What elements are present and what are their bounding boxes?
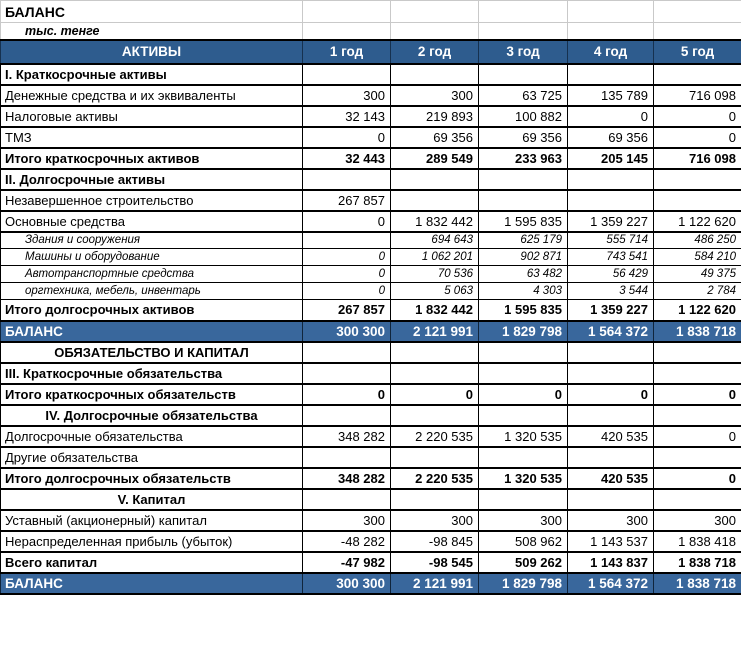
year-header-cell[interactable]: 2 год (391, 40, 479, 64)
value-cell[interactable] (568, 190, 654, 211)
value-cell[interactable] (479, 489, 568, 510)
value-cell[interactable]: 1 838 718 (654, 321, 741, 342)
value-cell[interactable]: 69 356 (568, 127, 654, 148)
value-cell[interactable] (568, 342, 654, 363)
value-cell[interactable]: 1 122 620 (654, 211, 741, 232)
table-row (1, 211, 741, 232)
value-cell[interactable]: 300 (303, 510, 391, 531)
row-label-cell[interactable]: Всего капитал (1, 552, 303, 573)
value-cell[interactable]: 300 (391, 85, 479, 106)
value-cell[interactable] (391, 190, 479, 211)
value-cell[interactable] (654, 342, 741, 363)
value-cell[interactable]: 300 (654, 510, 741, 531)
value-cell[interactable]: 0 (303, 283, 391, 300)
value-cell[interactable]: 1 564 372 (568, 573, 654, 594)
table-header (1, 1, 741, 64)
table-row (1, 384, 741, 405)
value-cell[interactable]: 49 375 (654, 266, 741, 283)
value-cell[interactable]: -98 545 (391, 552, 479, 573)
value-cell[interactable]: 0 (303, 211, 391, 232)
table-row (1, 300, 741, 321)
value-cell[interactable] (654, 489, 741, 510)
value-cell[interactable]: 1 143 537 (568, 531, 654, 552)
value-cell[interactable]: 69 356 (391, 127, 479, 148)
value-cell[interactable] (479, 342, 568, 363)
value-cell[interactable]: 135 789 (568, 85, 654, 106)
value-cell[interactable]: 32 143 (303, 106, 391, 127)
table-row (1, 169, 741, 190)
value-cell[interactable] (479, 190, 568, 211)
empty-cell[interactable] (391, 1, 479, 23)
value-cell[interactable] (568, 363, 654, 384)
value-cell[interactable] (479, 405, 568, 426)
value-cell[interactable] (479, 64, 568, 85)
table-row (1, 342, 741, 363)
value-cell[interactable]: 63 482 (479, 266, 568, 283)
row-label-cell[interactable]: Нераспределенная прибыль (убыток) (1, 531, 303, 552)
column-header-row (1, 40, 741, 64)
value-cell[interactable] (654, 169, 741, 190)
row-label-cell[interactable]: Другие обязательства (1, 447, 303, 468)
table-row (1, 232, 741, 249)
value-cell[interactable]: 0 (479, 384, 568, 405)
value-cell[interactable]: 70 536 (391, 266, 479, 283)
row-label-cell[interactable]: I. Краткосрочные активы (1, 64, 303, 85)
value-cell[interactable]: -98 845 (391, 531, 479, 552)
row-label-cell[interactable]: IV. Долгосрочные обязательства (1, 405, 303, 426)
row-label-cell[interactable]: Денежные средства и их эквиваленты (1, 85, 303, 106)
value-cell[interactable]: 300 300 (303, 573, 391, 594)
value-cell[interactable]: 219 893 (391, 106, 479, 127)
value-cell[interactable] (391, 342, 479, 363)
value-cell[interactable]: -47 982 (303, 552, 391, 573)
value-cell[interactable]: 1 832 442 (391, 211, 479, 232)
row-label-cell[interactable]: оргтехника, мебель, инвентарь (1, 283, 303, 300)
row-label-cell[interactable]: III. Краткосрочные обязательства (1, 363, 303, 384)
value-cell[interactable]: 63 725 (479, 85, 568, 106)
empty-cell[interactable] (654, 1, 741, 23)
value-cell[interactable] (654, 64, 741, 85)
value-cell[interactable]: 1 829 798 (479, 573, 568, 594)
value-cell[interactable]: 1 359 227 (568, 300, 654, 321)
value-cell[interactable]: 1 320 535 (479, 468, 568, 489)
value-cell[interactable]: 625 179 (479, 232, 568, 249)
value-cell[interactable]: 555 714 (568, 232, 654, 249)
value-cell[interactable] (654, 363, 741, 384)
value-cell[interactable]: 1 832 442 (391, 300, 479, 321)
value-cell[interactable]: 300 (568, 510, 654, 531)
table-row (1, 510, 741, 531)
value-cell[interactable]: 2 220 535 (391, 426, 479, 447)
year-header-cell[interactable]: 3 год (479, 40, 568, 64)
value-cell[interactable]: 0 (303, 384, 391, 405)
value-cell[interactable]: 348 282 (303, 426, 391, 447)
value-cell[interactable] (479, 169, 568, 190)
value-cell[interactable] (391, 447, 479, 468)
value-cell[interactable]: 1 595 835 (479, 300, 568, 321)
value-cell[interactable] (303, 489, 391, 510)
table-row (1, 190, 741, 211)
value-cell[interactable]: 0 (568, 384, 654, 405)
row-label-cell[interactable]: Итого краткосрочных обязательств (1, 384, 303, 405)
value-cell[interactable]: 32 443 (303, 148, 391, 169)
table-row (1, 489, 741, 510)
value-cell[interactable]: 1 320 535 (479, 426, 568, 447)
value-cell[interactable]: 1 595 835 (479, 211, 568, 232)
units-label[interactable]: тыс. тенге (1, 23, 303, 40)
value-cell[interactable]: 716 098 (654, 85, 741, 106)
value-cell[interactable] (303, 64, 391, 85)
value-cell[interactable]: 0 (654, 106, 741, 127)
value-cell[interactable]: 0 (654, 384, 741, 405)
row-label-cell[interactable]: II. Долгосрочные активы (1, 169, 303, 190)
value-cell[interactable]: 0 (303, 127, 391, 148)
value-cell[interactable]: 2 220 535 (391, 468, 479, 489)
value-cell[interactable]: 267 857 (303, 300, 391, 321)
value-cell[interactable] (303, 169, 391, 190)
table-row (1, 85, 741, 106)
value-cell[interactable]: 100 882 (479, 106, 568, 127)
value-cell[interactable]: 289 549 (391, 148, 479, 169)
value-cell[interactable] (391, 169, 479, 190)
value-cell[interactable] (479, 447, 568, 468)
empty-cell[interactable] (479, 1, 568, 23)
value-cell[interactable]: 4 303 (479, 283, 568, 300)
value-cell[interactable] (303, 363, 391, 384)
value-cell[interactable]: 56 429 (568, 266, 654, 283)
empty-cell[interactable] (391, 23, 479, 40)
value-cell[interactable]: 267 857 (303, 190, 391, 211)
table-row (1, 64, 741, 85)
value-cell[interactable] (568, 64, 654, 85)
row-label-cell[interactable]: Долгосрочные обязательства (1, 426, 303, 447)
year-header-cell[interactable]: 5 год (654, 40, 741, 64)
value-cell[interactable]: 300 (391, 510, 479, 531)
table-row (1, 148, 741, 169)
table-row (1, 321, 741, 342)
table-row (1, 531, 741, 552)
row-label-cell[interactable]: Налоговые активы (1, 106, 303, 127)
value-cell[interactable]: 486 250 (654, 232, 741, 249)
value-cell[interactable]: 0 (391, 384, 479, 405)
table-row (1, 249, 741, 266)
row-label-cell[interactable]: Основные средства (1, 211, 303, 232)
row-label-cell[interactable]: ТМЗ (1, 127, 303, 148)
table-row (1, 426, 741, 447)
row-label-cell[interactable]: Автотранспортные средства (1, 266, 303, 283)
table-row (1, 266, 741, 283)
value-cell[interactable] (391, 405, 479, 426)
value-cell[interactable]: 1 838 718 (654, 573, 741, 594)
table-row (1, 363, 741, 384)
empty-cell[interactable] (479, 23, 568, 40)
row-label-cell[interactable]: ОБЯЗАТЕЛЬСТВО И КАПИТАЛ (1, 342, 303, 363)
value-cell[interactable]: 3 544 (568, 283, 654, 300)
table-body (1, 64, 741, 594)
row-label-cell[interactable]: Итого долгосрочных обязательств (1, 468, 303, 489)
value-cell[interactable]: 300 300 (303, 321, 391, 342)
value-cell[interactable] (568, 489, 654, 510)
value-cell[interactable]: 348 282 (303, 468, 391, 489)
value-cell[interactable] (479, 363, 568, 384)
value-cell[interactable]: 420 535 (568, 426, 654, 447)
value-cell[interactable]: 508 962 (479, 531, 568, 552)
value-cell[interactable]: 0 (654, 426, 741, 447)
value-cell[interactable]: 2 121 991 (391, 573, 479, 594)
assets-header-cell[interactable]: АКТИВЫ (1, 40, 303, 64)
value-cell[interactable]: 584 210 (654, 249, 741, 266)
table-row (1, 573, 741, 594)
value-cell[interactable]: 509 262 (479, 552, 568, 573)
units-row (1, 23, 741, 40)
row-label-cell[interactable]: БАЛАНС (1, 573, 303, 594)
value-cell[interactable] (568, 169, 654, 190)
title-row (1, 1, 741, 23)
value-cell[interactable]: 716 098 (654, 148, 741, 169)
row-label-cell[interactable]: БАЛАНС (1, 321, 303, 342)
value-cell[interactable]: 1 829 798 (479, 321, 568, 342)
value-cell[interactable]: 1 564 372 (568, 321, 654, 342)
value-cell[interactable]: 233 963 (479, 148, 568, 169)
value-cell[interactable]: 2 121 991 (391, 321, 479, 342)
value-cell[interactable] (391, 363, 479, 384)
value-cell[interactable]: 0 (303, 249, 391, 266)
value-cell[interactable] (391, 489, 479, 510)
value-cell[interactable] (654, 405, 741, 426)
table-row (1, 106, 741, 127)
empty-cell[interactable] (654, 23, 741, 40)
value-cell[interactable]: 694 643 (391, 232, 479, 249)
value-cell[interactable] (654, 190, 741, 211)
table-row (1, 127, 741, 148)
value-cell[interactable]: 300 (479, 510, 568, 531)
value-cell[interactable]: 69 356 (479, 127, 568, 148)
value-cell[interactable]: 1 122 620 (654, 300, 741, 321)
empty-cell[interactable] (303, 23, 391, 40)
year-header-cell[interactable]: 4 год (568, 40, 654, 64)
value-cell[interactable]: 1 062 201 (391, 249, 479, 266)
row-label-cell[interactable]: Итого долгосрочных активов (1, 300, 303, 321)
value-cell[interactable] (654, 447, 741, 468)
table-row (1, 405, 741, 426)
value-cell[interactable]: 300 (303, 85, 391, 106)
value-cell[interactable] (568, 405, 654, 426)
value-cell[interactable]: 1 143 837 (568, 552, 654, 573)
empty-cell[interactable] (568, 1, 654, 23)
value-cell[interactable]: 1 838 418 (654, 531, 741, 552)
row-label-cell[interactable]: Уставный (акционерный) капитал (1, 510, 303, 531)
value-cell[interactable]: 743 541 (568, 249, 654, 266)
value-cell[interactable]: 420 535 (568, 468, 654, 489)
value-cell[interactable]: 5 063 (391, 283, 479, 300)
year-header-cell[interactable]: 1 год (303, 40, 391, 64)
table-row (1, 447, 741, 468)
table-row (1, 552, 741, 573)
value-cell[interactable] (303, 342, 391, 363)
table-row (1, 468, 741, 489)
value-cell[interactable]: 0 (654, 127, 741, 148)
value-cell[interactable]: 0 (303, 266, 391, 283)
row-label-cell[interactable]: Здания и сооружения (1, 232, 303, 249)
value-cell[interactable] (303, 232, 391, 249)
value-cell[interactable] (568, 447, 654, 468)
row-label-cell[interactable]: Итого краткосрочных активов (1, 148, 303, 169)
value-cell[interactable]: 902 871 (479, 249, 568, 266)
row-label-cell[interactable]: Машины и оборудование (1, 249, 303, 266)
value-cell[interactable]: 0 (654, 468, 741, 489)
value-cell[interactable]: 1 838 718 (654, 552, 741, 573)
sheet-title[interactable]: БАЛАНС (1, 1, 303, 23)
row-label-cell[interactable]: Незавершенное строительство (1, 190, 303, 211)
empty-cell[interactable] (568, 23, 654, 40)
empty-cell[interactable] (303, 1, 391, 23)
value-cell[interactable]: 1 359 227 (568, 211, 654, 232)
value-cell[interactable]: 2 784 (654, 283, 741, 300)
value-cell[interactable] (391, 64, 479, 85)
row-label-cell[interactable]: V. Капитал (1, 489, 303, 510)
value-cell[interactable] (303, 405, 391, 426)
value-cell[interactable]: -48 282 (303, 531, 391, 552)
value-cell[interactable]: 205 145 (568, 148, 654, 169)
value-cell[interactable]: 0 (568, 106, 654, 127)
table-row (1, 283, 741, 300)
value-cell[interactable] (303, 447, 391, 468)
